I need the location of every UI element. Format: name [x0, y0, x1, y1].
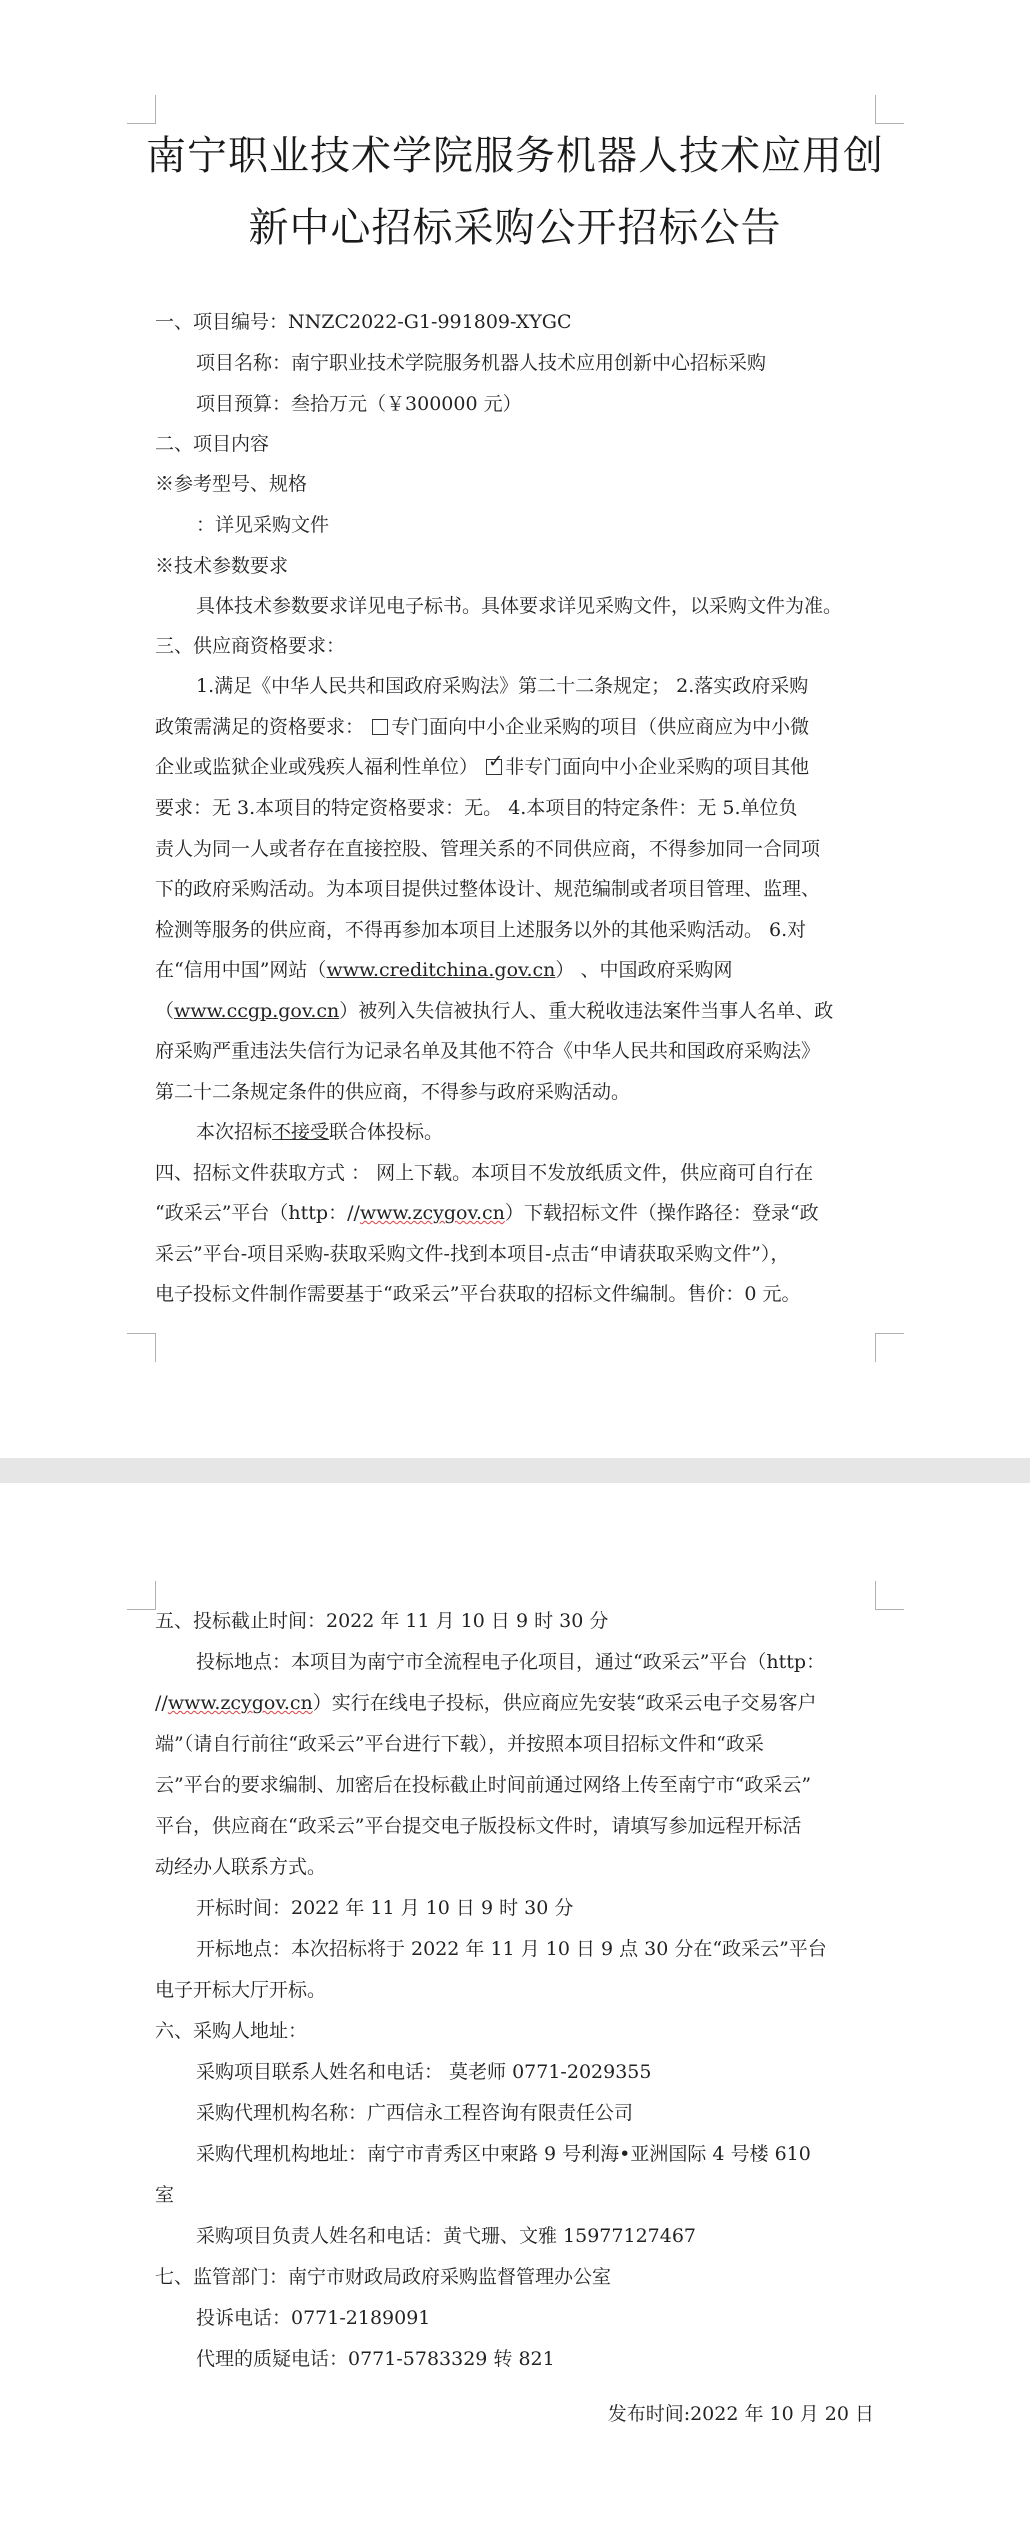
ccgp-link[interactable]: www.ccgp.gov.cn — [174, 1000, 340, 1022]
section-heading-docs: 四、招标文件获取方式 ： 网上下载。本项目不发放纸质文件，供应商可自行在 — [155, 1162, 814, 1184]
corner-mark — [875, 1581, 904, 1610]
docs-line: 电子投标文件制作需要基于“政采云”平台获取的招标文件编制。售价：0 元。 — [155, 1283, 801, 1305]
bid-place-line: 动经办人联系方式。 — [155, 1856, 327, 1878]
reference-model-heading: ※参考型号、规格 — [155, 473, 308, 495]
purchaser-contact: 采购项目联系人姓名和电话： 莫老师 0771-2029355 — [196, 2061, 652, 2083]
unchecked-checkbox-icon — [372, 719, 388, 735]
qualification-line: 要求：无 3.本项目的特定资格要求：无。 4.本项目的特定条件：无 5.单位负 — [155, 797, 798, 819]
checked-checkbox-icon: ✓ — [486, 759, 502, 775]
tech-params-text: 具体技术参数要求详见电子标书。具体要求详见采购文件，以采购文件为准。 — [196, 595, 843, 617]
bid-place-line: 端”（请自行前往“政采云”平台进行下载），并按照本项目招标文件和“政采 — [155, 1733, 764, 1755]
complaint-phone: 投诉电话：0771-2189091 — [196, 2307, 431, 2329]
zcygov-link[interactable]: www.zcygov.cn — [359, 1202, 505, 1224]
item-number: 一、项目编号：NNZC2022-G1-991809-XYGC — [155, 311, 572, 333]
corner-mark — [875, 95, 904, 124]
qualification-line: 检测等服务的供应商，不得再参加本项目上述服务以外的其他采购活动。 6.对 — [155, 919, 807, 941]
bid-place-line: 平台，供应商在“政采云”平台提交电子版投标文件时，请填写参加远程开标活 — [155, 1815, 802, 1837]
qualification-line: （www.ccgp.gov.cn）被列入失信被执行人、重大税收违法案件当事人名单、政 — [155, 1000, 834, 1022]
bid-place-line: 投标地点：本项目为南宁市全流程电子化项目，通过“政采云”平台（http： — [196, 1651, 826, 1673]
corner-mark — [127, 95, 156, 124]
agency-address: 室 — [155, 2184, 175, 2206]
page-separator — [0, 1458, 1030, 1483]
section-heading-deadline: 五、投标截止时间：2022 年 11 月 10 日 9 时 30 分 — [155, 1610, 609, 1632]
query-phone: 代理的质疑电话：0771-5783329 转 821 — [196, 2348, 555, 2370]
consortium-note: 本次招标不接受联合体投标。 — [196, 1121, 444, 1143]
opening-place: 电子开标大厅开标。 — [155, 1979, 327, 2001]
qualification-line: 企业或监狱企业或残疾人福利性单位） ✓ 非专门面向中小企业采购的项目其他 — [155, 751, 810, 778]
opening-time: 开标时间：2022 年 11 月 10 日 9 时 30 分 — [196, 1897, 574, 1919]
qualification-line: 在“信用中国”网站（www.creditchina.gov.cn） 、中国政府采购网 — [155, 959, 733, 981]
project-leader: 采购项目负责人姓名和电话：黄弋珊、文雅 15977127467 — [196, 2225, 697, 2247]
page-title-line-1: 南宁职业技术学院服务机器人技术应用创 — [146, 133, 884, 179]
project-budget: 项目预算：叁拾万元（￥300000 元） — [196, 393, 522, 415]
docs-line: 采云”平台-项目采购-获取采购文件-找到本项目-点击“申请获取采购文件”）， — [155, 1243, 790, 1265]
qualification-line: 府采购严重违法失信行为记录名单及其他不符合《中华人民共和国政府采购法》 — [155, 1040, 821, 1062]
qualification-line: 责人为同一人或者存在直接控股、管理关系的不同供应商，不得参加同一合同项 — [155, 838, 821, 860]
docs-line: “政采云”平台（http：//www.zcygov.cn）下载招标文件（操作路径：登录“政 — [155, 1202, 819, 1224]
qualification-line: 1.满足《中华人民共和国政府采购法》第二十二条规定； 2.落实政府采购 — [196, 675, 809, 697]
page-title-line-2: 新中心招标采购公开招标公告 — [248, 205, 782, 251]
agency-name: 采购代理机构名称：广西信永工程咨询有限责任公司 — [196, 2102, 634, 2124]
document-page-2 — [0, 1483, 1030, 2534]
tech-params-heading: ※技术参数要求 — [155, 555, 289, 577]
publish-time: 发布时间:2022 年 10 月 20 日 — [607, 2403, 874, 2425]
qualification-line: 第二十二条规定条件的供应商，不得参与政府采购活动。 — [155, 1081, 631, 1103]
project-name: 项目名称：南宁职业技术学院服务机器人技术应用创新中心招标采购 — [196, 352, 767, 374]
bid-place-line: 云”平台的要求编制、加密后在投标截止时间前通过网络上传至南宁市“政采云” — [155, 1774, 812, 1796]
agency-address: 采购代理机构地址：南宁市青秀区中柬路 9 号利海•亚洲国际 4 号楼 610 — [196, 2143, 811, 2165]
opening-place: 开标地点：本次招标将于 2022 年 11 月 10 日 9 点 30 分在“政采云”平台 — [196, 1938, 827, 1960]
section-heading-purchaser: 六、采购人地址： — [155, 2020, 308, 2042]
corner-mark — [875, 1333, 904, 1362]
qualification-line: 政策需满足的资格要求： 专门面向中小企业采购的项目（供应商应为中小微 — [155, 716, 810, 738]
creditchina-link[interactable]: www.creditchina.gov.cn — [326, 959, 556, 981]
corner-mark — [127, 1581, 156, 1610]
qualification-line: 下的政府采购活动。为本项目提供过整体设计、规范编制或者项目管理、监理、 — [155, 878, 821, 900]
corner-mark — [127, 1333, 156, 1362]
see-procurement-docs: ：详见采购文件 — [196, 514, 330, 536]
zcygov-link[interactable]: www.zcygov.cn — [167, 1692, 313, 1714]
section-heading-qualification: 三、供应商资格要求： — [155, 635, 346, 657]
section-heading-content: 二、项目内容 — [155, 433, 270, 455]
section-heading-supervisor: 七、监管部门：南宁市财政局政府采购监督管理办公室 — [155, 2266, 612, 2288]
bid-place-line: //www.zcygov.cn）实行在线电子投标，供应商应先安装“政采云电子交易客户 — [155, 1692, 817, 1714]
